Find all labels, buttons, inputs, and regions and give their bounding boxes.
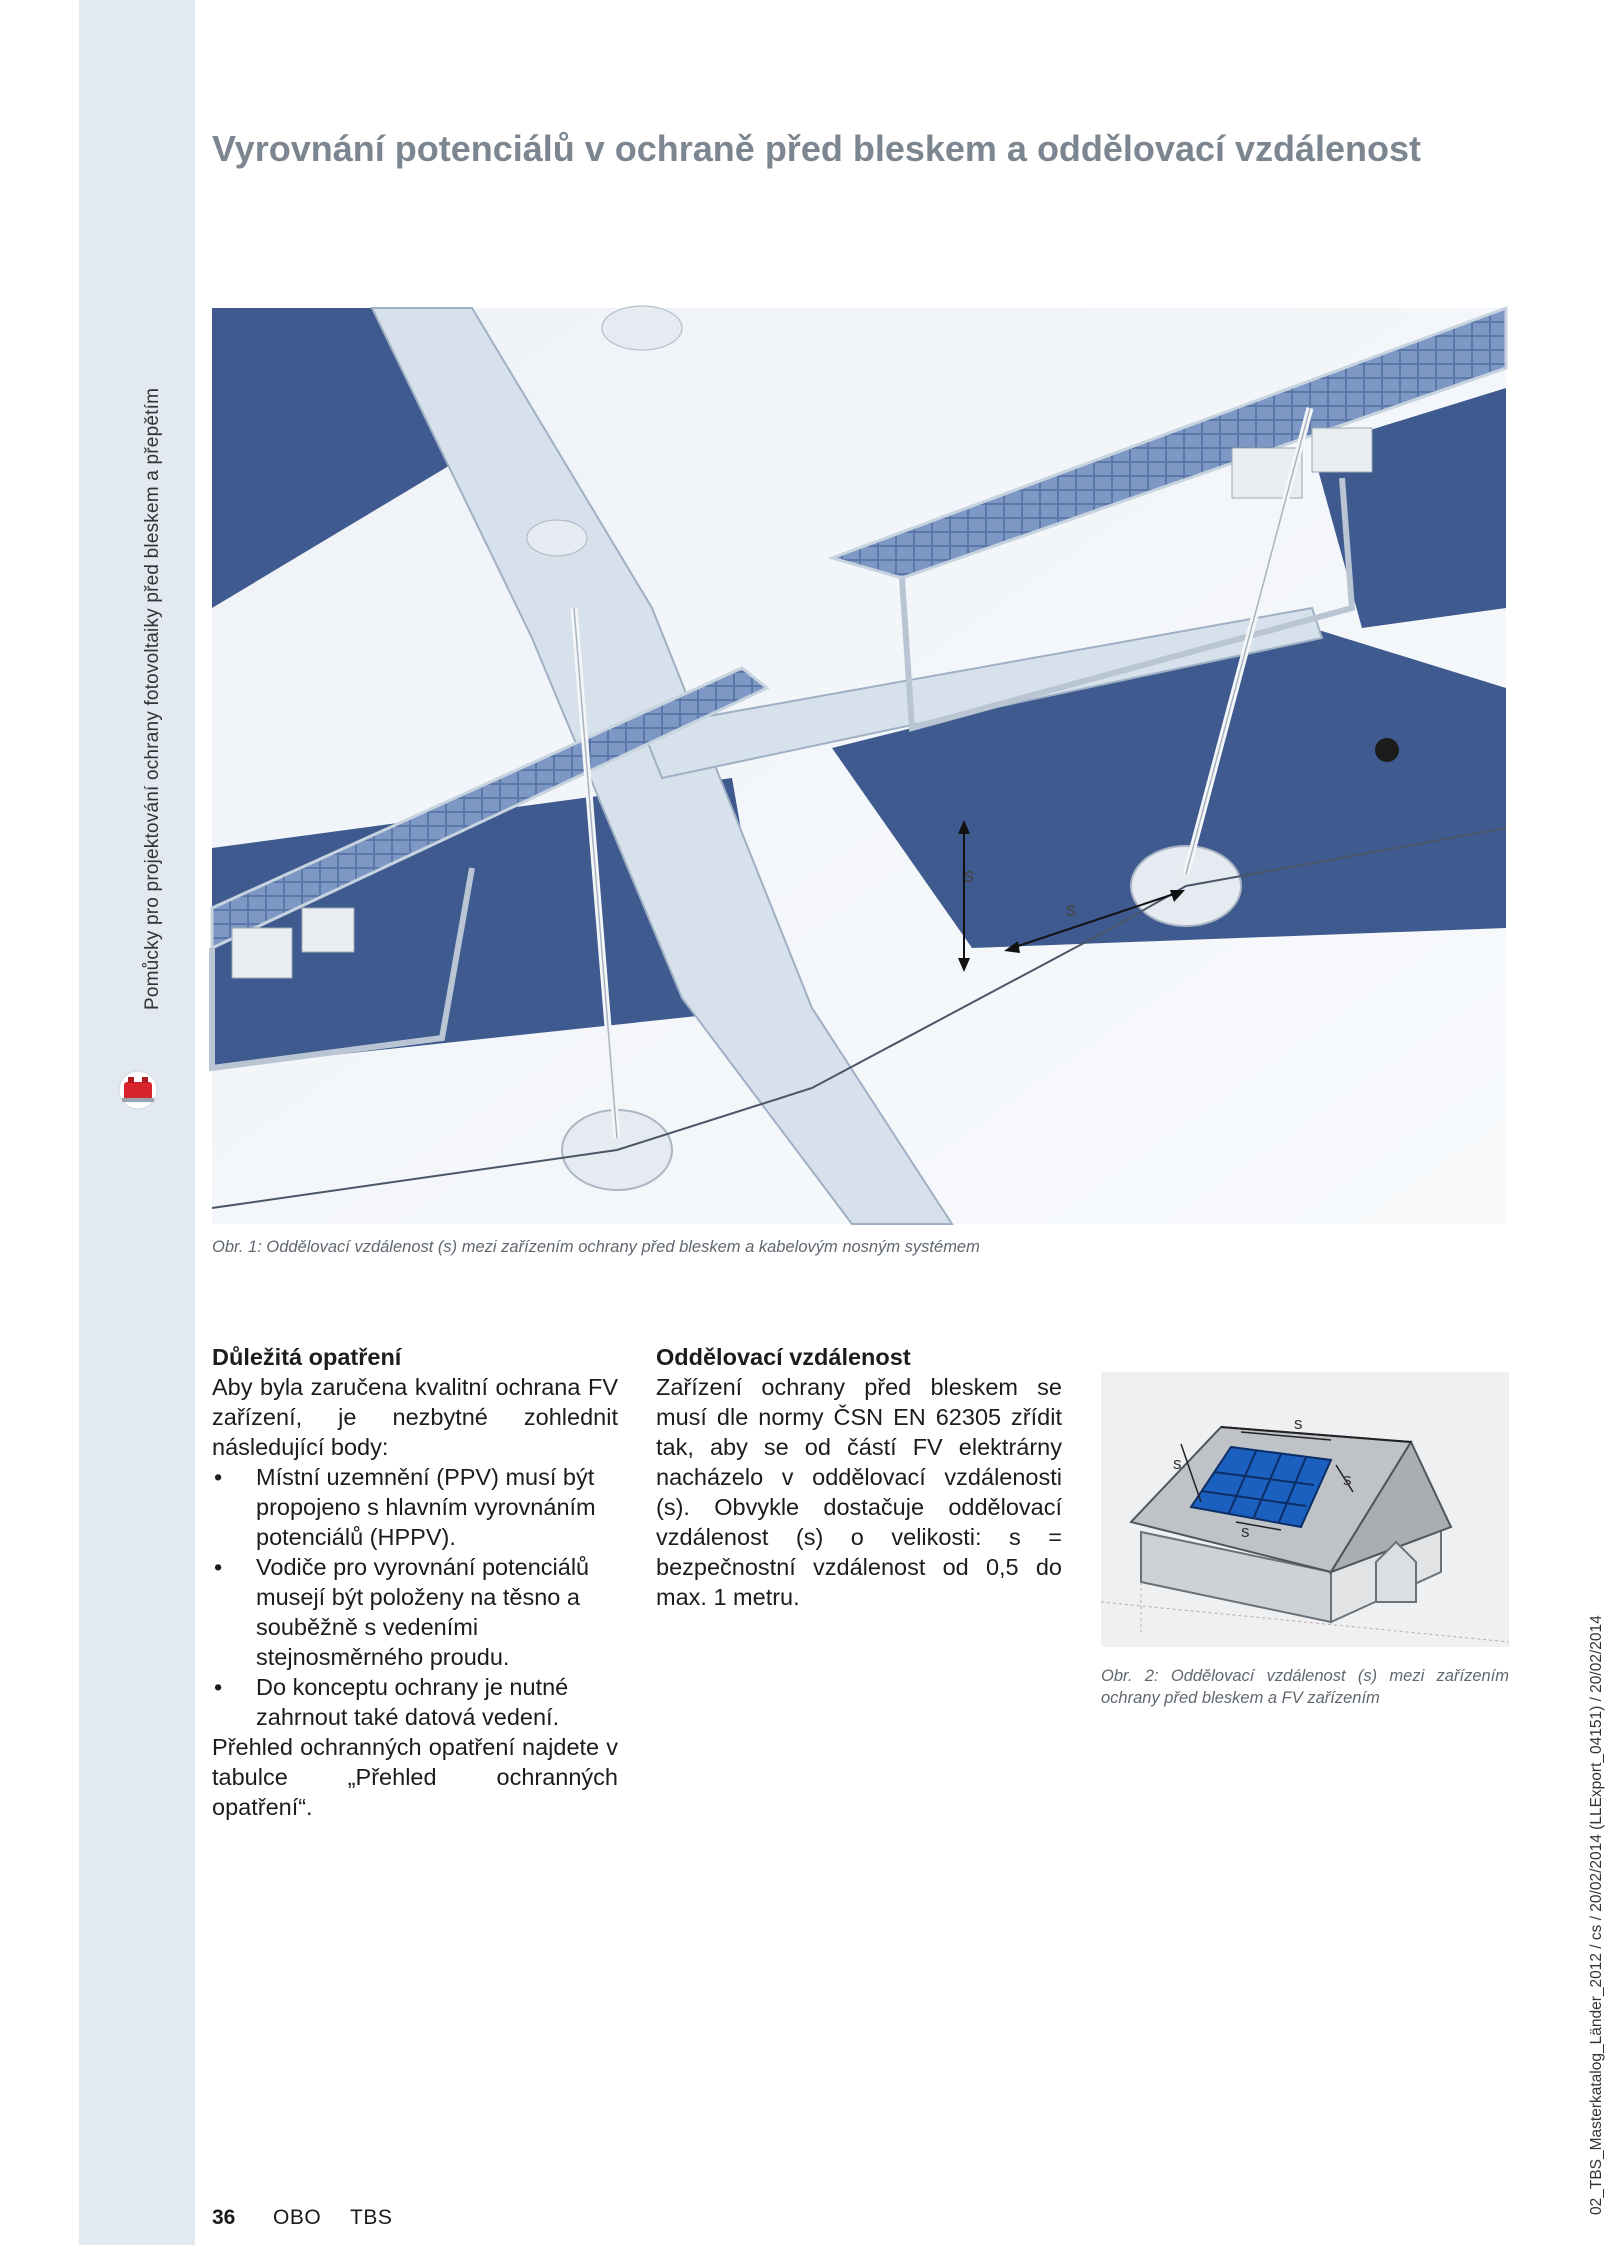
page-title: Vyrovnání potenciálů v ochraně před bleskem a oddělovací vzdálenost [212, 128, 1422, 169]
separation-distance-body: Zařízení ochrany před bleskem se musí dle normy ČSN EN 62305 zřídit tak, aby se od částí FV elektrárny nacházelo v oddělovací vzdálenosti (s). Obvykle dostačuje oddělovací vzdálenost (s) o velikosti: s = bezpečnostní vzdálenost od 0,5 do max. 1 metru. [656, 1374, 1062, 1610]
figure-2-label-s-left: s [1173, 1454, 1182, 1473]
lightning-protection-icon [112, 1068, 164, 1112]
footer-brand-tbs: TBS [350, 2206, 393, 2229]
sidebar-band [79, 0, 195, 2245]
important-measures-outro: Přehled ochranných opatření najdete v tabulce „Přehled ochranných opatření“. [212, 1734, 618, 1820]
figure-2-label-s-right: s [1343, 1470, 1352, 1489]
figure-2-label-s-bottom: s [1241, 1522, 1250, 1541]
figure-2-label-s-top: s [1294, 1414, 1303, 1433]
footer-brand-obo: OBO [273, 2206, 322, 2229]
figure-1-label-s-horizontal: s [1066, 899, 1076, 921]
list-item: • Vodiče pro vyrovnání potenciálů musejí být položeny na těsno a souběžně s vedeními stejnosměrného proudu. [212, 1552, 618, 1672]
list-item: • Místní uzemnění (PPV) musí být propojeno s hlavním vyrovnáním potenciálů (HPPV). [212, 1462, 618, 1552]
page-number: 36 [212, 2206, 236, 2229]
separation-distance-section [656, 1342, 1062, 1612]
important-measures-heading: Důležitá opatření [212, 1344, 402, 1370]
sidebar-vertical-title: Pomůcky pro projektování ochrany fotovoltaiky před bleskem a přepětím [142, 387, 163, 1010]
figure-2-caption: Obr. 2: Oddělovací vzdálenost (s) mezi zařízením ochrany před bleskem a FV zařízením [1101, 1667, 1509, 1707]
important-measures-section [212, 1342, 618, 1822]
figure-1-label-s-vertical: s [964, 865, 974, 887]
figure-1-photo [212, 308, 1506, 1224]
figure-2-house-diagram [1101, 1372, 1509, 1647]
list-item: • Do konceptu ochrany je nutné zahrnout také datová vedení. [212, 1672, 618, 1732]
important-measures-list [212, 1462, 618, 1732]
figure-1-caption: Obr. 1: Oddělovací vzdálenost (s) mezi zařízením ochrany před bleskem a kabelovým nosným systémem [212, 1238, 980, 1256]
separation-distance-heading: Oddělovací vzdálenost [656, 1344, 911, 1370]
important-measures-intro: Aby byla zaručena kvalitní ochrana FV zařízení, je nezbytné zohlednit následující body: [212, 1374, 618, 1460]
footer-vertical-code: 02_TBS_Masterkatalog_Länder_2012 / cs / 20/02/2014 (LLExport_04151) / 20/02/2014 [1588, 1615, 1605, 2215]
